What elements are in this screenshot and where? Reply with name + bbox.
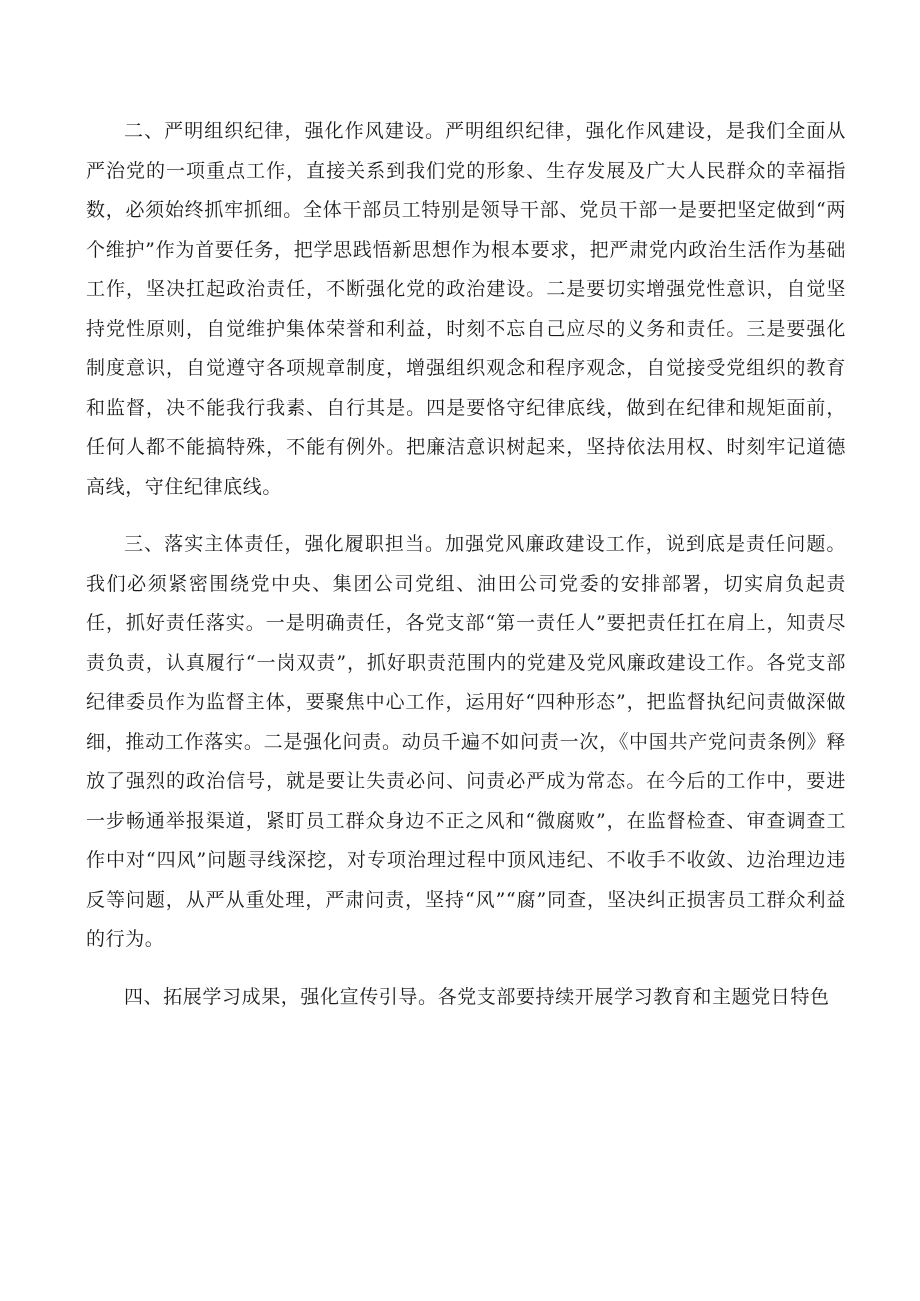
document-body [86,112,846,1017]
paragraph-organization-discipline: 二、严明组织纪律，强化作风建设。严明组织纪律，强化作风建设，是我们全面从严治党的一项重点工作，直接关系到我们党的形象、生存发展及广大人民群众的幸福指数，必须始终抓牢抓细。全体干部员工特别是领导干部、党员干部一是要把坚定做到“两个维护”作为首要任务，把学思践悟新思想作为根本要求，把严肃党内政治生活作为基础工作，坚决扛起政治责任，不断强化党的政治建设。二是要切实增强党性意识，自觉坚持党性原则，自觉维护集体荣誉和利益，时刻不忘自己应尽的义务和责任。三是要强化制度意识，自觉遵守各项规章制度，增强组织观念和程序观念，自觉接受党组织的教育和监督，决不能我行我素、自行其是。四是要恪守纪律底线，做到在纪律和规矩面前，任何人都不能搞特殊，不能有例外。把廉洁意识树起来，坚持依法用权、时刻牢记道德高线，守住纪律底线。 [86,120,846,498]
paragraph-study-results: 四、拓展学习成果，强化宣传引导。各党支部要持续开展学习教育和主题党日特色 [124,985,830,1008]
paragraph-main-responsibility: 三、落实主体责任，强化履职担当。加强党风廉政建设工作，说到底是责任问题。我们必须紧密围绕党中央、集团公司党组、油田公司党委的安排部署，切实肩负起责任，抓好责任落实。一是明确责任，各党支部“第一责任人”要把责任扛在肩上，知责尽责负责，认真履行“一岗双责”，抓好职责范围内的党建及党风廉政建设工作。各党支部纪律委员作为监督主体，要聚焦中心工作，运用好“四种形态”，把监督执纪问责做深做细，推动工作落实。二是强化问责。动员千遍不如问责一次，《中国共产党问责条例》释放了强烈的政治信号，就是要让失责必问、问责必严成为常态。在今后的工作中，要进一步畅通举报渠道，紧盯员工群众身边不正之风和“微腐败”，在监督检查、审查调查工作中对“四风”问题寻线深挖，对专项治理过程中顶风违纪、不收手不收敛、边治理边违反等问题，从严从重处理，严肃问责，坚持“风”“腐”同查，坚决纠正损害员工群众利益的行为。 [86,533,846,950]
